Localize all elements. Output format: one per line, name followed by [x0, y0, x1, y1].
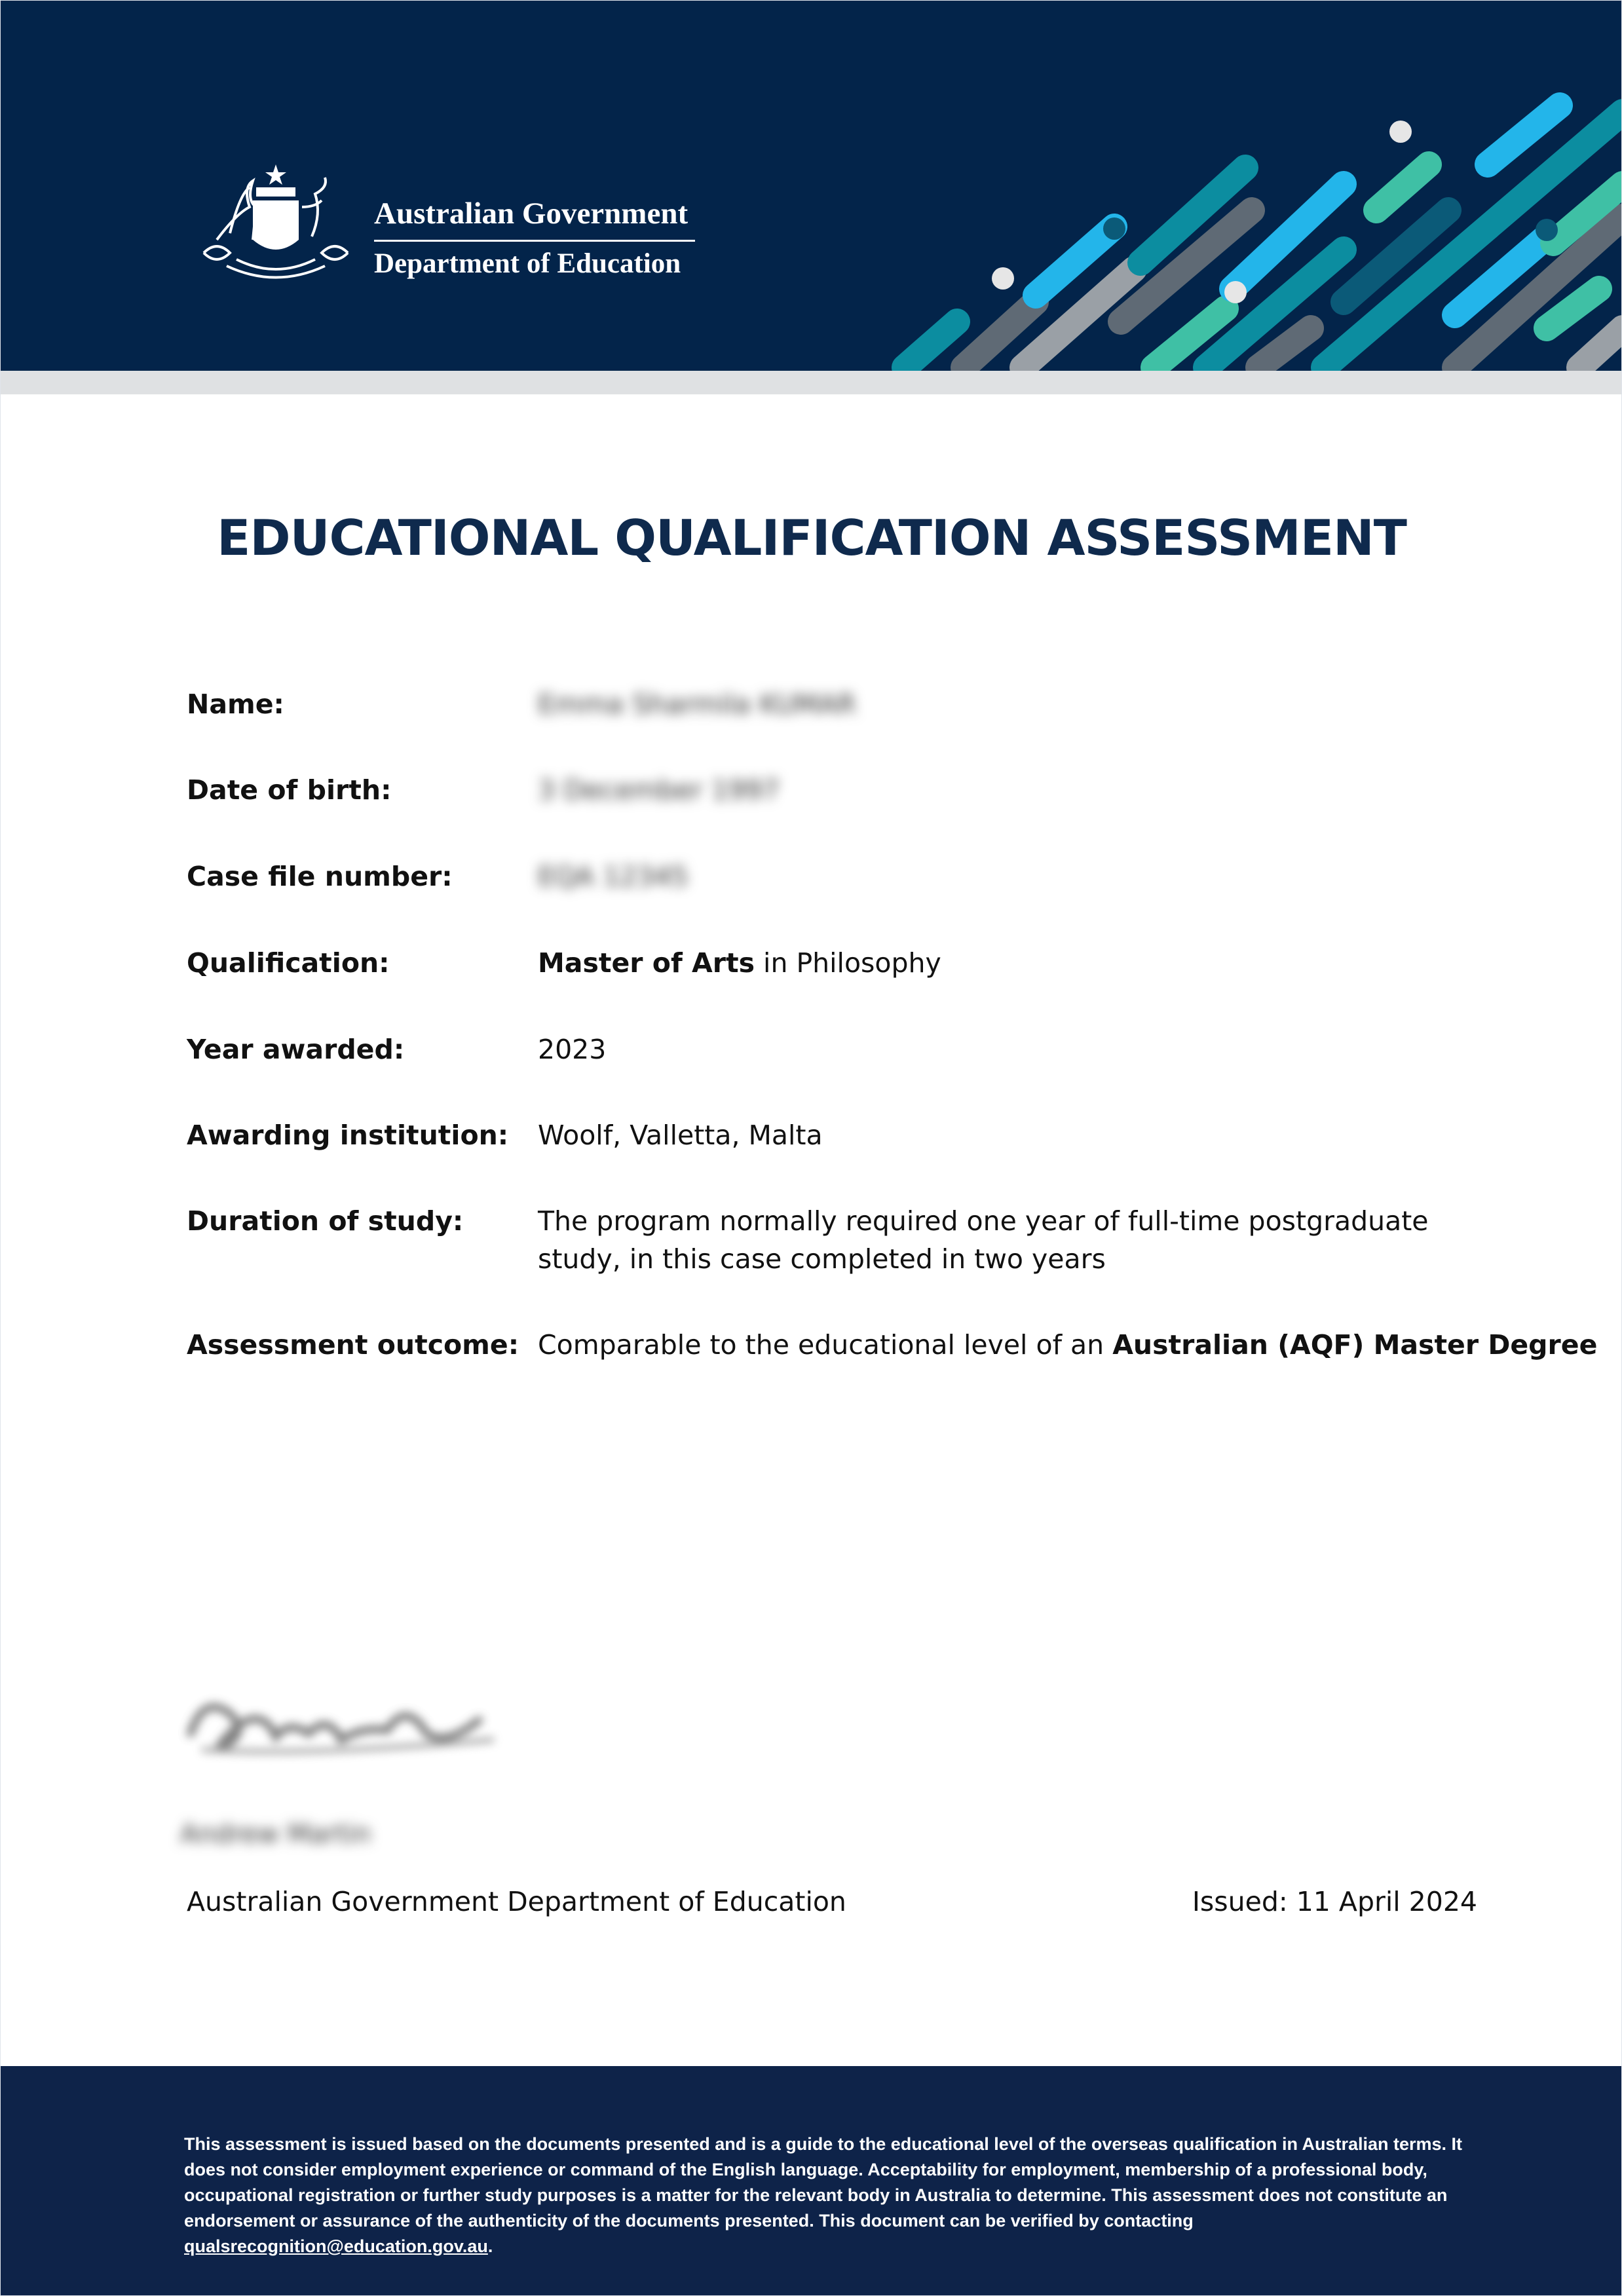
field-label: Qualification:	[187, 947, 390, 979]
signatory-name: Andrew Martin	[180, 1819, 371, 1849]
department-name: Department of Education	[374, 248, 681, 279]
field-value: 2023	[538, 1034, 607, 1065]
header-banner	[1, 1, 1622, 371]
outcome-prefix: Comparable to the educational level of an	[538, 1329, 1113, 1361]
disclaimer-text	[184, 2132, 1481, 2259]
field-label: Assessment outcome:	[187, 1329, 519, 1361]
qualification-degree: Master of Arts	[538, 947, 755, 979]
redacted-case-value: EQA 12345	[538, 861, 688, 892]
outcome-level: Australian (AQF) Master Degree	[1112, 1329, 1598, 1361]
redacted-dob-value: 3 December 1997	[538, 774, 780, 806]
field-value: Woolf, Valletta, Malta	[538, 1120, 823, 1151]
field-value	[538, 944, 1488, 982]
field-value	[538, 1326, 1598, 1364]
issuing-authority: Australian Government Department of Education	[187, 1886, 846, 1917]
signature-image	[178, 1674, 512, 1773]
verification-email-link[interactable]: qualsrecognition@education.gov.au	[184, 2236, 488, 2256]
disclaimer-end: .	[487, 2236, 493, 2256]
field-label: Date of birth:	[187, 774, 392, 806]
field-value: The program normally required one year of full-time postgraduate study, in this case completed in two years	[538, 1205, 1429, 1275]
qualification-discipline: in Philosophy	[755, 947, 941, 979]
disclaimer-body: This assessment is issued based on the documents presented and is a guide to the educational level of the overseas qualification in Australian terms. It does not consider employment experience or command of the English language. Acceptability for employment, membership of a professional body, occupational registration or further study purposes is a matter for the relevant body in Australia to determine. This assessment does not constitute an endorsement or assurance of the authenticity of the documents presented. This document can be verified by contacting	[184, 2134, 1463, 2230]
field-label: Case file number:	[187, 861, 453, 892]
redacted-name-value: Emma Sharmila KUMAR	[538, 688, 856, 720]
footer-banner	[1, 2066, 1622, 2296]
header-divider	[1, 371, 1622, 394]
coat-of-arms-logo	[191, 161, 361, 292]
government-name: Australian Government	[374, 194, 695, 242]
issued-date: Issued: 11 April 2024	[1192, 1886, 1477, 1917]
field-label: Awarding institution:	[187, 1120, 509, 1151]
document-title: EDUCATIONAL QUALIFICATION ASSESSMENT	[217, 509, 1406, 567]
field-label: Duration of study:	[187, 1205, 464, 1237]
field-label: Name:	[187, 688, 284, 720]
field-label: Year awarded:	[187, 1034, 405, 1065]
